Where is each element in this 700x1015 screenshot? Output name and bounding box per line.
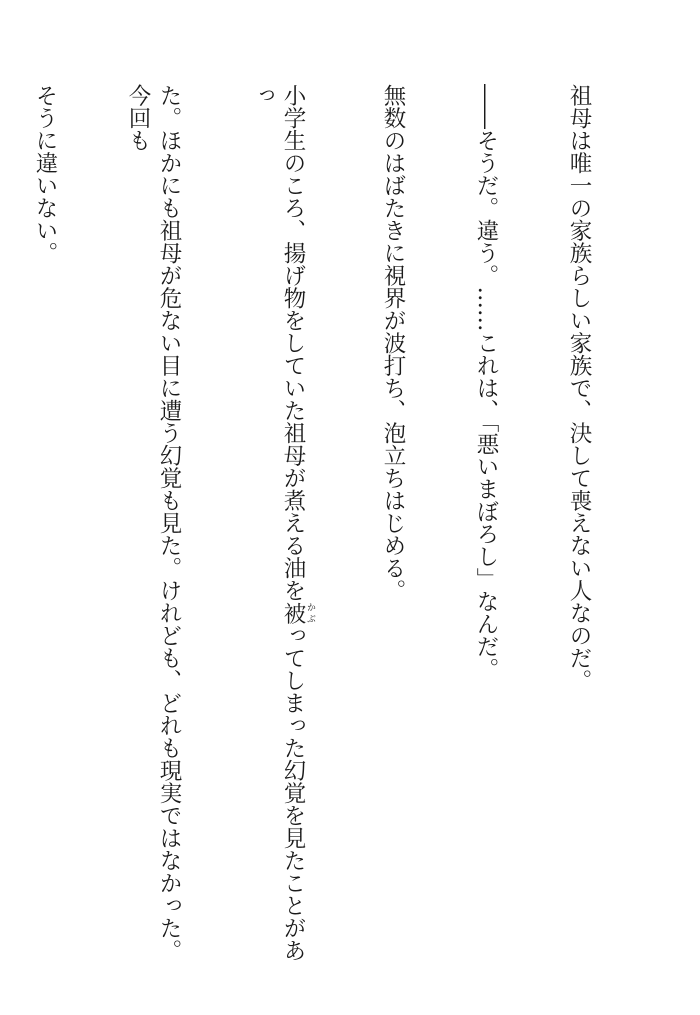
text-line: た。ほかにも祖母が危ない目に遭う幻覚も見た。けれども、どれも現実ではなかった。今回も <box>125 84 182 962</box>
text-line: そうに違いない。 <box>32 84 58 264</box>
ruby-reading: かぶ <box>305 601 315 624</box>
vertical-text-body <box>0 84 656 964</box>
text-line: 祖母は唯一の家族らしい家族で、決して喪えない人なのだ。 <box>566 84 592 692</box>
ruby-word: 被 かぶ <box>280 601 315 624</box>
text-line-with-ruby: 小学生のころ、揚げ物をしていた祖母が煮える油を被 かぶってしまった幻覚を見たことがあっ <box>249 84 315 962</box>
text-line: 無数のはばたきに視界が波打ち、泡立ちはじめる。 <box>380 84 406 602</box>
text-line: ――そうだ。違う。……これは、「悪いまぼろし」なんだ。 <box>473 84 499 681</box>
